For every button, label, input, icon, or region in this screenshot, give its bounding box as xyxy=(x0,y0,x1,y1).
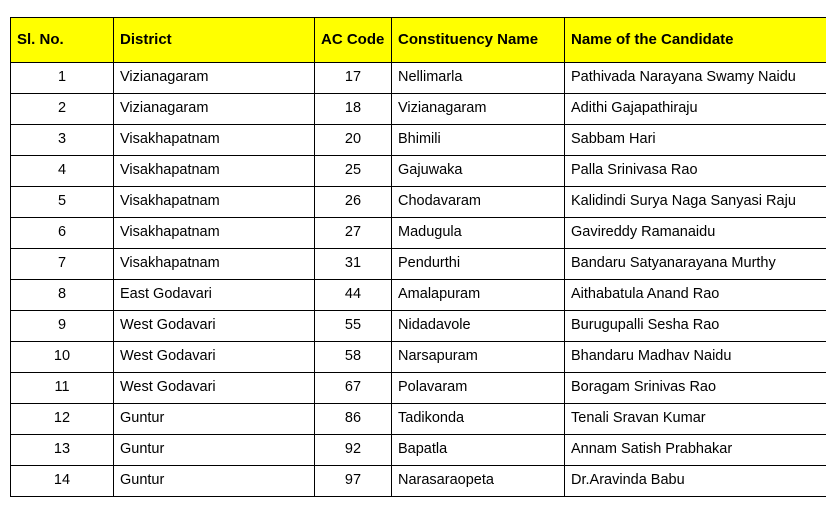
cell-district: Visakhapatnam xyxy=(114,187,315,218)
cell-constituency: Polavaram xyxy=(392,373,565,404)
table-header-row xyxy=(11,18,826,63)
cell-ac-code: 18 xyxy=(315,94,392,125)
column-header-sl-no: Sl. No. xyxy=(11,18,114,63)
cell-district: Vizianagaram xyxy=(114,63,315,94)
cell-ac-code: 20 xyxy=(315,125,392,156)
cell-constituency: Nellimarla xyxy=(392,63,565,94)
cell-sl-no: 12 xyxy=(11,404,114,435)
cell-candidate: Bandaru Satyanarayana Murthy xyxy=(565,249,826,280)
cell-sl-no: 9 xyxy=(11,311,114,342)
cell-constituency: Tadikonda xyxy=(392,404,565,435)
column-header-candidate-name: Name of the Candidate xyxy=(565,18,826,63)
cell-candidate: Annam Satish Prabhakar xyxy=(565,435,826,466)
cell-district: Vizianagaram xyxy=(114,94,315,125)
cell-district: Visakhapatnam xyxy=(114,156,315,187)
cell-ac-code: 67 xyxy=(315,373,392,404)
cell-district: West Godavari xyxy=(114,342,315,373)
cell-constituency: Narasaraopeta xyxy=(392,466,565,497)
table-header xyxy=(11,18,826,63)
cell-district: Guntur xyxy=(114,466,315,497)
cell-sl-no: 11 xyxy=(11,373,114,404)
cell-constituency: Bapatla xyxy=(392,435,565,466)
cell-candidate: Boragam Srinivas Rao xyxy=(565,373,826,404)
cell-district: West Godavari xyxy=(114,311,315,342)
table-container xyxy=(10,17,816,497)
cell-ac-code: 17 xyxy=(315,63,392,94)
cell-sl-no: 1 xyxy=(11,63,114,94)
cell-sl-no: 8 xyxy=(11,280,114,311)
cell-district: West Godavari xyxy=(114,373,315,404)
cell-ac-code: 27 xyxy=(315,218,392,249)
cell-district: Visakhapatnam xyxy=(114,125,315,156)
table-row xyxy=(11,342,826,373)
cell-sl-no: 2 xyxy=(11,94,114,125)
cell-constituency: Pendurthi xyxy=(392,249,565,280)
table-body xyxy=(11,63,826,497)
cell-district: East Godavari xyxy=(114,280,315,311)
cell-candidate: Sabbam Hari xyxy=(565,125,826,156)
table-row xyxy=(11,218,826,249)
table-row xyxy=(11,63,826,94)
cell-candidate: Tenali Sravan Kumar xyxy=(565,404,826,435)
table-row xyxy=(11,373,826,404)
cell-constituency: Gajuwaka xyxy=(392,156,565,187)
cell-ac-code: 26 xyxy=(315,187,392,218)
cell-candidate: Dr.Aravinda Babu xyxy=(565,466,826,497)
cell-constituency: Vizianagaram xyxy=(392,94,565,125)
cell-sl-no: 4 xyxy=(11,156,114,187)
cell-ac-code: 44 xyxy=(315,280,392,311)
cell-district: Guntur xyxy=(114,435,315,466)
cell-candidate: Gavireddy Ramanaidu xyxy=(565,218,826,249)
table-row xyxy=(11,156,826,187)
column-header-district: District xyxy=(114,18,315,63)
cell-sl-no: 5 xyxy=(11,187,114,218)
cell-ac-code: 86 xyxy=(315,404,392,435)
cell-ac-code: 92 xyxy=(315,435,392,466)
cell-constituency: Nidadavole xyxy=(392,311,565,342)
table-row xyxy=(11,435,826,466)
cell-district: Guntur xyxy=(114,404,315,435)
cell-ac-code: 97 xyxy=(315,466,392,497)
table-row xyxy=(11,94,826,125)
cell-candidate: Aithabatula Anand Rao xyxy=(565,280,826,311)
cell-constituency: Narsapuram xyxy=(392,342,565,373)
table-row xyxy=(11,466,826,497)
cell-sl-no: 13 xyxy=(11,435,114,466)
cell-candidate: Adithi Gajapathiraju xyxy=(565,94,826,125)
table-row xyxy=(11,404,826,435)
table-row xyxy=(11,249,826,280)
cell-candidate: Palla Srinivasa Rao xyxy=(565,156,826,187)
column-header-constituency-name: Constituency Name xyxy=(392,18,565,63)
cell-constituency: Bhimili xyxy=(392,125,565,156)
cell-ac-code: 58 xyxy=(315,342,392,373)
cell-sl-no: 14 xyxy=(11,466,114,497)
table-row xyxy=(11,280,826,311)
cell-sl-no: 10 xyxy=(11,342,114,373)
cell-sl-no: 3 xyxy=(11,125,114,156)
cell-constituency: Madugula xyxy=(392,218,565,249)
cell-ac-code: 31 xyxy=(315,249,392,280)
cell-sl-no: 6 xyxy=(11,218,114,249)
cell-sl-no: 7 xyxy=(11,249,114,280)
cell-district: Visakhapatnam xyxy=(114,218,315,249)
cell-ac-code: 55 xyxy=(315,311,392,342)
candidate-list-table xyxy=(10,17,826,497)
cell-candidate: Pathivada Narayana Swamy Naidu xyxy=(565,63,826,94)
cell-ac-code: 25 xyxy=(315,156,392,187)
column-header-ac-code: AC Code xyxy=(315,18,392,63)
table-row xyxy=(11,187,826,218)
cell-candidate: Bhandaru Madhav Naidu xyxy=(565,342,826,373)
cell-district: Visakhapatnam xyxy=(114,249,315,280)
cell-candidate: Burugupalli Sesha Rao xyxy=(565,311,826,342)
cell-candidate: Kalidindi Surya Naga Sanyasi Raju xyxy=(565,187,826,218)
cell-constituency: Amalapuram xyxy=(392,280,565,311)
table-row xyxy=(11,311,826,342)
table-row xyxy=(11,125,826,156)
cell-constituency: Chodavaram xyxy=(392,187,565,218)
